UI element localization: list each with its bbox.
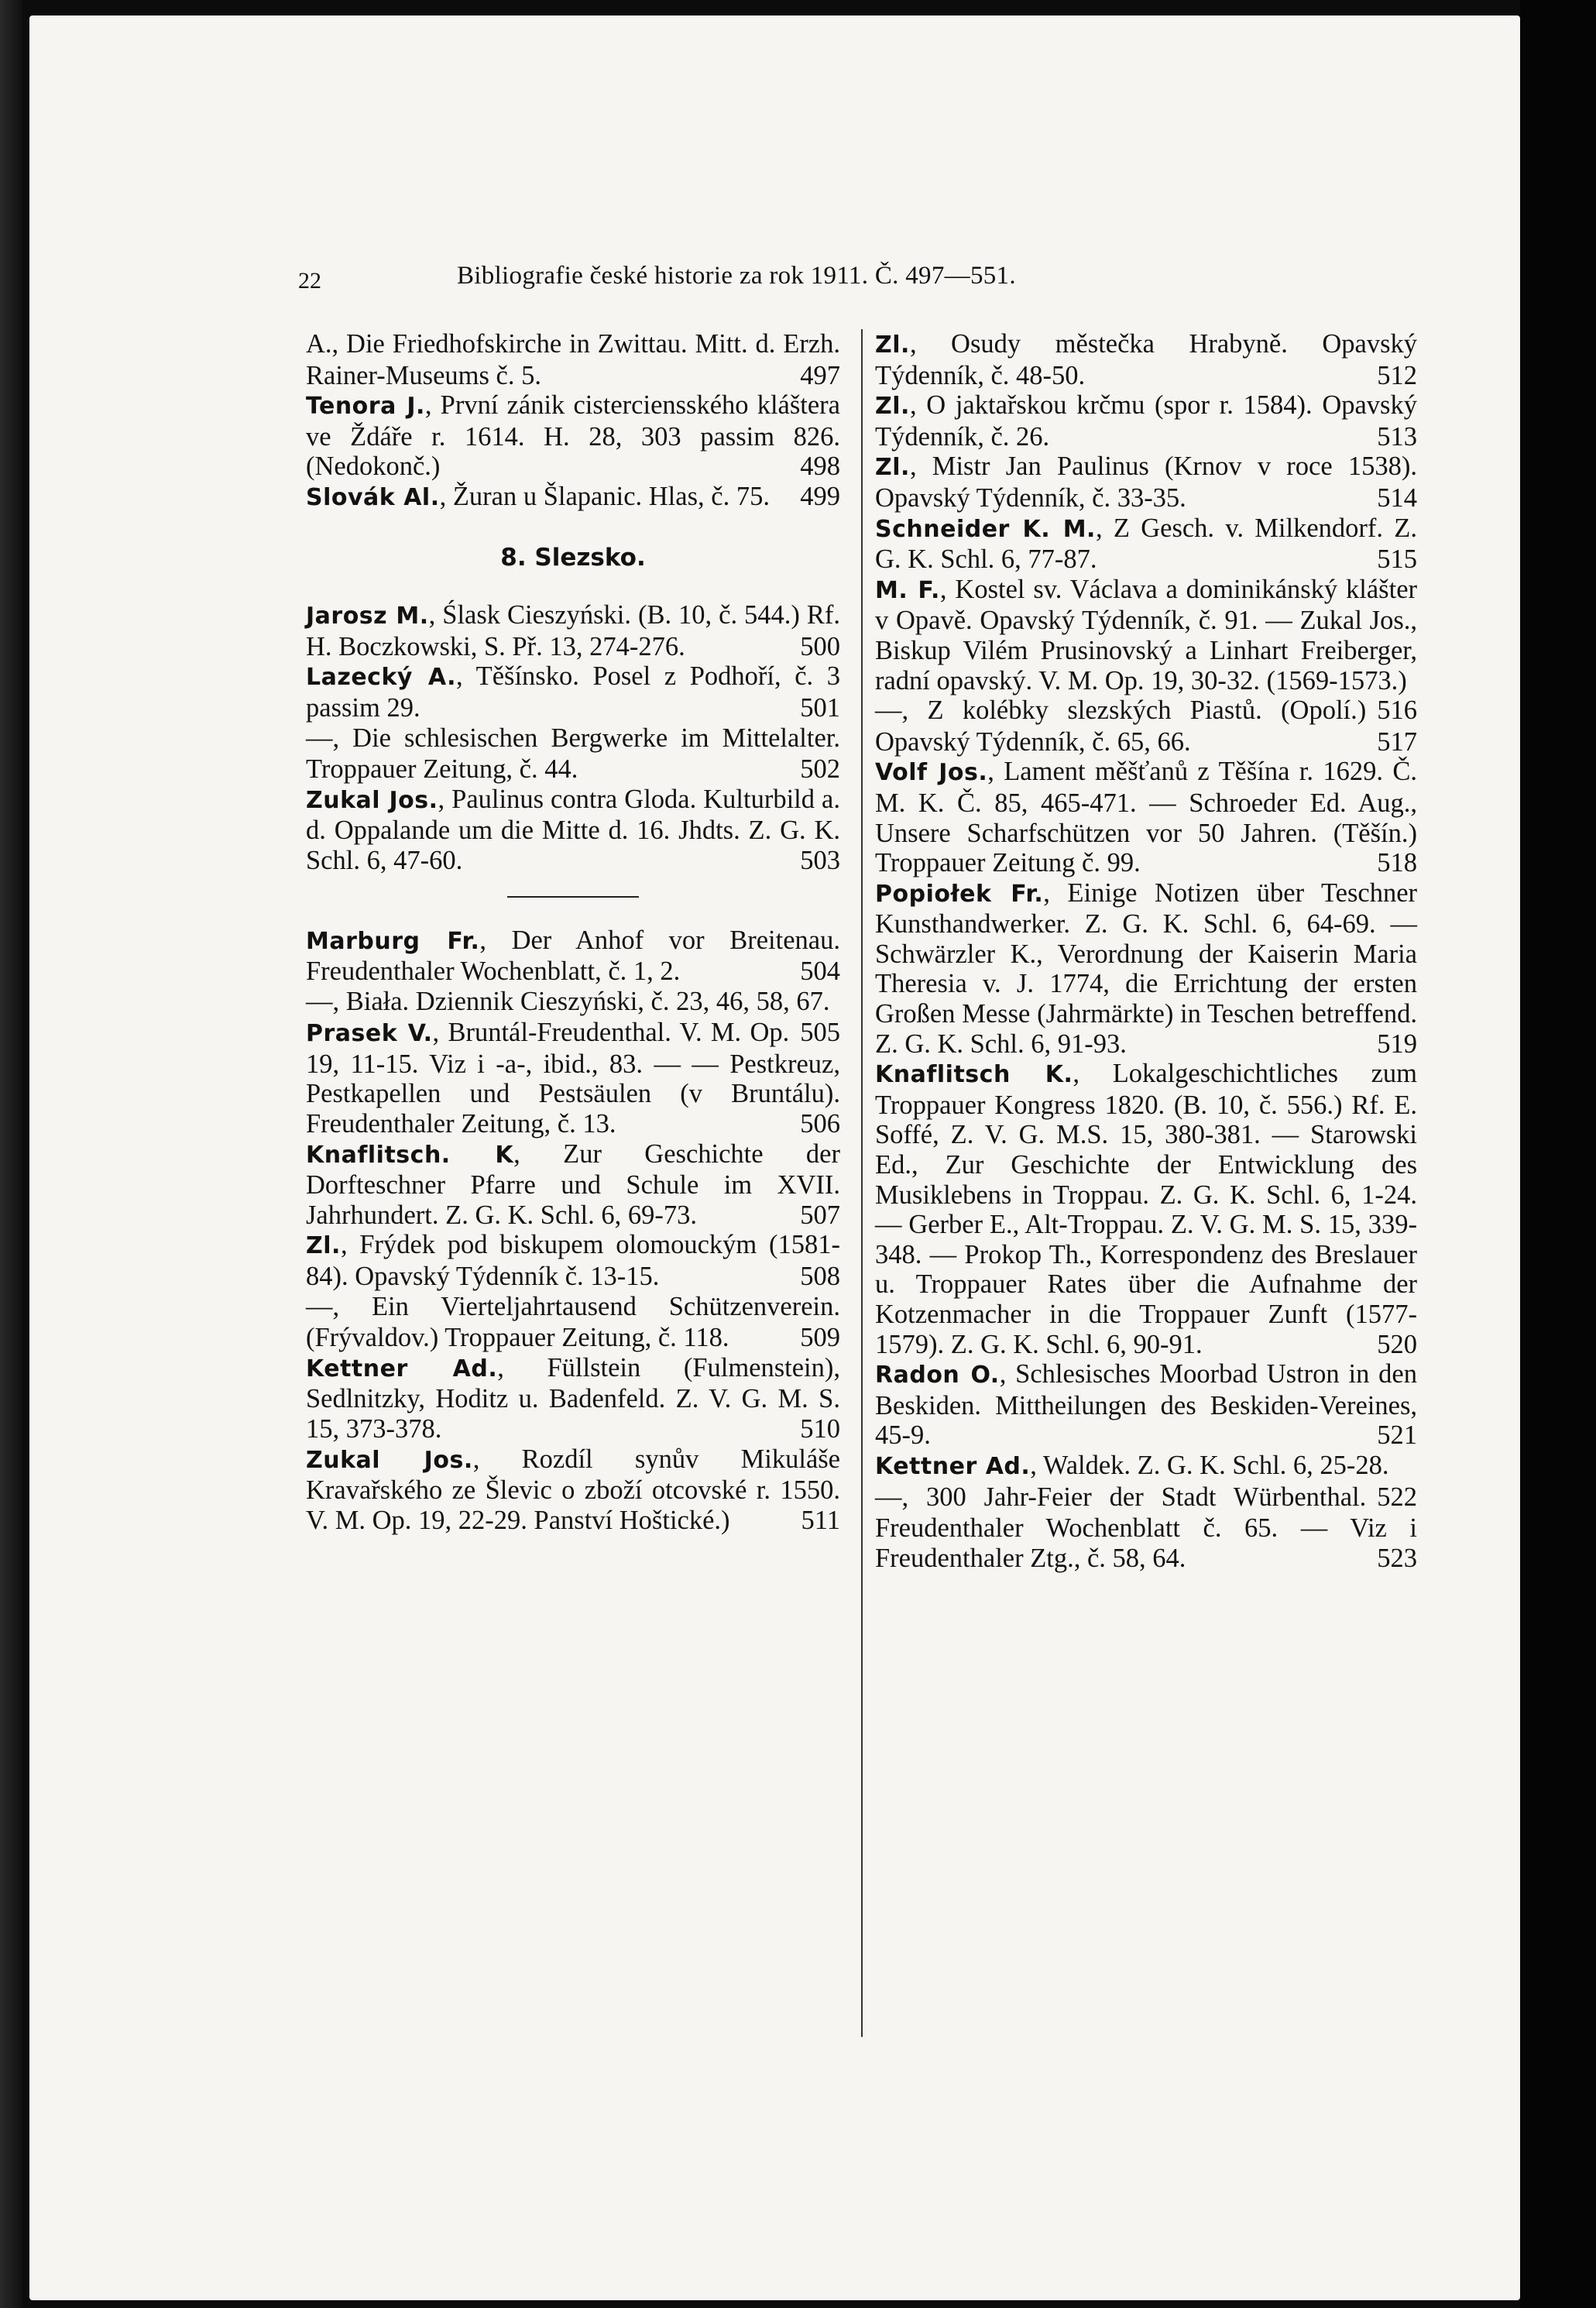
entry-number: 501 xyxy=(800,692,840,723)
bib-entry: Zl., Mistr Jan Paulinus (Krnov v roce 1538). Opavský Týdenník, č. 33-35. 514 xyxy=(875,452,1417,513)
bib-entry: Zukal Jos., Paulinus contra Gloda. Kulturbild a. d. Oppalande um die Mitte d. 16. Jhdts. Z. G. K. Schl. 6, 47-60. 503 xyxy=(306,784,840,875)
bib-entry: Prasek V., Bruntál-Freudenthal. V. M. Op. 19, 11-15. Viz i -a-, ibid., 83. — — Pestkreuz, Pestkapellen und Pestsäulen (v Bruntálu). Freudenthaler Zeitung, č. 13. 506 xyxy=(306,1018,840,1139)
bib-entry: Slovák Al., Žuran u Šlapanic. Hlas, č. 75. 499 xyxy=(306,481,840,511)
bib-entry: M. F., Kostel sv. Václava a dominikánský klášter v Opavě. Opavský Týdenník, č. 91. — Zukal Jos., Biskup Vilém Prusinovský a Linhart Freiberger, radní opavský. V. M. Op. 19, 30-32. (1569-1573.) 516 xyxy=(875,574,1417,726)
bib-entry: Schneider K. M., Z Gesch. v. Milkendorf. Z. G. K. Schl. 6, 77-87. 515 xyxy=(875,513,1417,575)
entry-number: 509 xyxy=(800,1323,840,1353)
entry-number: 512 xyxy=(1377,360,1417,390)
right-column xyxy=(875,329,1417,1573)
bib-entry: Lazecký A., Těšínsko. Posel z Podhoří, č. 3 passim 29. 501 xyxy=(306,661,840,723)
entry-number: 503 xyxy=(800,845,840,875)
entry-number: 505 xyxy=(800,1018,840,1048)
bib-entry: Zl., Osudy městečka Hrabyně. Opavský Týdenník, č. 48-50. 512 xyxy=(875,329,1417,390)
bib-entry: Radon O., Schlesisches Moorbad Ustron in den Beskiden. Mittheilungen des Beskiden-Vereines, 45-9. 521 xyxy=(875,1359,1417,1451)
bib-entry: A., Die Friedhofskirche in Zwittau. Mitt. d. Erzh. Rainer-Museums č. 5. 497 xyxy=(306,329,840,390)
bib-entry: Marburg Fr., Der Anhof vor Breitenau. Freudenthaler Wochenblatt, č. 1, 2. 504 xyxy=(306,925,840,987)
page-header xyxy=(298,262,1421,308)
column-divider xyxy=(861,329,863,2037)
entry-number: 523 xyxy=(1377,1543,1417,1573)
bib-entry: Zukal Jos., Rozdíl synův Mikuláše Kravařského ze Šlevic o zboží otcovské r. 1550. V. M. Op. 19, 22-29. Panství Hoštické.) 511 xyxy=(306,1444,840,1535)
entry-number: 514 xyxy=(1377,483,1417,513)
entry-number: 515 xyxy=(1377,544,1417,575)
section-separator xyxy=(507,896,639,898)
entry-number: 498 xyxy=(800,452,840,482)
section-heading: 8. Slezsko. xyxy=(500,543,646,572)
entry-number: 522 xyxy=(1377,1482,1417,1512)
entry-number: 500 xyxy=(800,631,840,661)
entry-number: 499 xyxy=(800,481,840,511)
scan-left-edge xyxy=(0,0,22,2308)
entry-number: 516 xyxy=(1377,695,1417,726)
bib-entry: Kettner Ad., Füllstein (Fulmenstein), Sedlnitzky, Hoditz u. Badenfeld. Z. V. G. M. S. 15, 373-378. 510 xyxy=(306,1352,841,1444)
scan-right-edge xyxy=(1520,0,1596,2308)
entry-number: 510 xyxy=(800,1414,840,1444)
bib-entry: —, Die schlesischen Bergwerke im Mittelalter. Troppauer Zeitung, č. 44. 502 xyxy=(306,723,840,785)
entry-number: 519 xyxy=(1377,1029,1417,1059)
entry-number: 520 xyxy=(1377,1329,1417,1359)
bib-entry: Popiołek Fr., Einige Notizen über Teschner Kunsthandwerker. Z. G. K. Schl. 6, 64-69. — Schwärzler K., Verordnung der Kaiserin Maria Theresia v. J. 1774, die Errichtung der ersten Großen Messe (Jahrmärkte) in Teschen betreffend. Z. G. K. Schl. 6, 91-93. 519 xyxy=(875,878,1417,1059)
bib-entry: Zl., O jaktařskou krčmu (spor r. 1584). Opavský Týdenník, č. 26. 513 xyxy=(875,390,1417,452)
entry-number: 506 xyxy=(800,1109,840,1139)
bib-entry: Kettner Ad., Waldek. Z. G. K. Schl. 6, 25-28. 522 xyxy=(875,1450,1417,1512)
entry-number: 511 xyxy=(801,1505,840,1535)
bib-entry: Knaflitsch. K, Zur Geschichte der Dorfteschner Pfarre und Schule im XVII. Jahrhundert. Z. G. K. Schl. 6, 69-73. 507 xyxy=(306,1139,840,1230)
bib-entry: —, Biała. Dziennik Cieszyński, č. 23, 46, 58, 67. 505 xyxy=(306,986,840,1048)
bib-entry: —, Z kolébky slezských Piastů. (Opolí.) Opavský Týdenník, č. 65, 66. 517 xyxy=(875,695,1417,757)
entry-number: 507 xyxy=(800,1200,840,1230)
bib-entry: Jarosz M., Ślask Cieszyński. (B. 10, č. 544.) Rf. H. Boczkowski, S. Př. 13, 274-276. 500 xyxy=(306,600,840,661)
entry-number: 518 xyxy=(1377,848,1417,878)
left-column xyxy=(306,329,840,1535)
bib-entry: Zl., Frýdek pod biskupem olomouckým (1581-84). Opavský Týdenník č. 13-15. 508 xyxy=(306,1230,840,1292)
entry-number: 504 xyxy=(800,957,840,987)
bib-entry: —, Ein Vierteljahrtausend Schützenverein. (Frývaldov.) Troppauer Zeitung, č. 118. 509 xyxy=(306,1291,840,1353)
entry-number: 517 xyxy=(1377,726,1417,757)
entry-number: 508 xyxy=(800,1262,840,1292)
bib-entry: Tenora J., První zánik cisterciensského kláštera ve Ždáře r. 1614. H. 28, 303 passim 826. (Nedokonč.) 498 xyxy=(306,390,840,482)
entry-number: 521 xyxy=(1377,1420,1417,1451)
bib-entry: Knaflitsch K., Lokalgeschichtliches zum Troppauer Kongress 1820. (B. 10, č. 556.) Rf. E. Soffé, Z. V. G. M.S. 15, 380-381. — Starowski Ed., Zur Geschichte der Entwicklung des Musiklebens in Troppau. Z. G. K. Schl. 6, 1-24. — Gerber E., Alt-Troppau. Z. V. G. M. S. 15, 339-348. — Prokop Th., Korrespondenz des Breslauer u. Troppauer Rates über die Aufnahme der Kotzenmacher in die Troppauer Zunft (1577-1579). Z. G. K. Schl. 6, 90-91. 520 xyxy=(875,1059,1417,1359)
bib-entry: —, 300 Jahr-Feier der Stadt Würbenthal. Freudenthaler Wochenblatt č. 65. — Viz i Freudenthaler Ztg., č. 58, 64. 523 xyxy=(875,1482,1417,1573)
entry-number: 502 xyxy=(800,754,840,785)
entry-number: 513 xyxy=(1377,421,1417,452)
page-number: 22 xyxy=(298,268,321,294)
entry-number: 497 xyxy=(800,360,840,390)
running-title: Bibliografie české historie za rok 1911. Č. 497—551. xyxy=(457,262,1016,290)
bib-entry: Volf Jos., Lament měšťanů z Těšína r. 1629. Č. M. K. Č. 85, 465-471. — Schroeder Ed. Aug., Unsere Scharfschützen vor 50 Jahren. (Těšín.) Troppauer Zeitung č. 99. 518 xyxy=(875,757,1417,878)
